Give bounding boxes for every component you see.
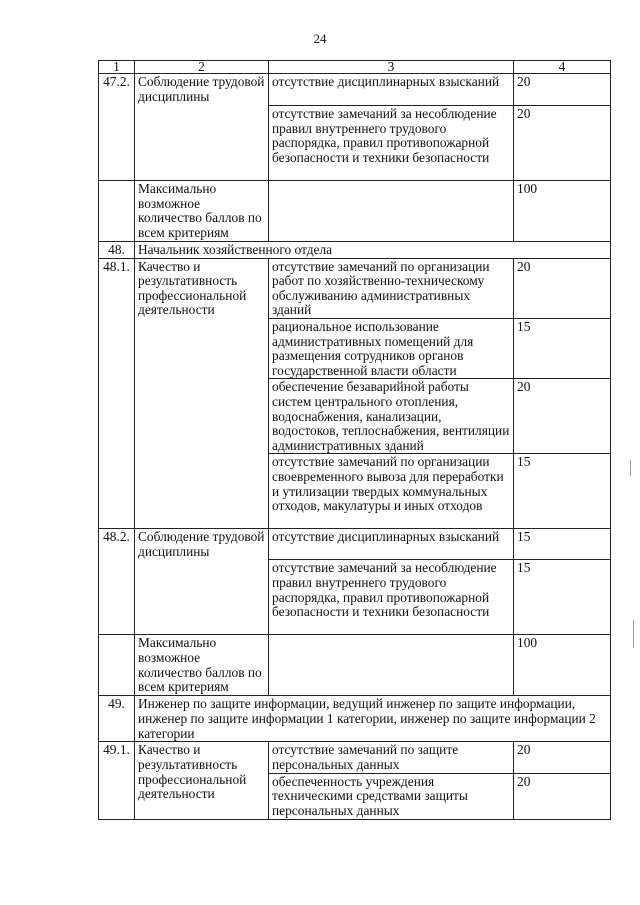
indicator-cell: отсутствие дисциплинарных взысканий	[269, 74, 514, 106]
empty-cell	[99, 635, 135, 696]
max-score-label: Максимально возможное количество баллов по всем критериям	[135, 635, 269, 696]
indicator-cell: отсутствие замечаний по организации работ по хозяйственно-техническому обслуживанию административных зданий	[269, 258, 514, 318]
item-number: 48.2.	[99, 529, 135, 635]
points-cell: 20	[514, 258, 611, 318]
points-cell: 15	[514, 454, 611, 529]
table-row	[99, 258, 611, 318]
table-row	[99, 529, 611, 560]
indicator-cell: отсутствие замечаний за несоблюдение правил внутреннего трудового распорядка, правил противопожарной безопасности и техники безопасности	[269, 106, 514, 181]
header-col-3: 3	[269, 61, 514, 74]
criterion-cell: Соблюдение трудовой дисциплины	[135, 529, 269, 635]
table-row	[99, 635, 611, 696]
header-col-1: 1	[99, 61, 135, 74]
item-number: 48.	[99, 242, 135, 259]
points-cell: 15	[514, 560, 611, 635]
points-cell: 20	[514, 106, 611, 181]
header-col-4: 4	[514, 61, 611, 74]
indicator-cell: обеспечение безаварийной работы систем центрального отопления, водоснабжения, канализации, водостоков, теплоснабжения, вентиляции административных зданий	[269, 379, 514, 454]
points-cell: 15	[514, 529, 611, 560]
indicator-cell: отсутствие замечаний за несоблюдение правил внутреннего трудового распорядка, правил противопожарной безопасности и техники безопасности	[269, 560, 514, 635]
header-col-2: 2	[135, 61, 269, 74]
scan-artifact	[630, 460, 631, 476]
indicator-cell: отсутствие замечаний по организации своевременного вывоза для переработки и утилизации твердых коммунальных отходов, макулатуры и иных отходов	[269, 454, 514, 529]
criteria-table	[98, 60, 611, 820]
table-header-row	[99, 61, 611, 74]
indicator-cell: отсутствие замечаний по защите персональных данных	[269, 742, 514, 773]
table-row	[99, 242, 611, 259]
max-score-points: 100	[514, 635, 611, 696]
table-row	[99, 181, 611, 242]
table-row	[99, 74, 611, 106]
points-cell: 20	[514, 773, 611, 819]
page-number: 24	[313, 31, 327, 46]
indicator-cell: обеспеченность учреждения техническими средствами защиты персональных данных	[269, 773, 514, 819]
indicator-cell: рациональное использование административных помещений для размещения сотрудников органов государственной власти области	[269, 318, 514, 378]
criterion-cell: Соблюдение трудовой дисциплины	[135, 74, 269, 181]
position-title: Инженер по защите информации, ведущий инженер по защите информации, инженер по защите информации 1 категории, инженер по защите информации 2 категории	[135, 696, 611, 742]
position-title: Начальник хозяйственного отдела	[135, 242, 611, 259]
table-row	[99, 696, 611, 742]
criterion-cell: Качество и результативность профессиональной деятельности	[135, 258, 269, 529]
empty-cell	[99, 181, 135, 242]
empty-cell	[269, 181, 514, 242]
max-score-label: Максимально возможное количество баллов по всем критериям	[135, 181, 269, 242]
item-number: 49.1.	[99, 742, 135, 819]
item-number: 48.1.	[99, 258, 135, 529]
item-number: 47.2.	[99, 74, 135, 181]
max-score-points: 100	[514, 181, 611, 242]
points-cell: 20	[514, 742, 611, 773]
points-cell: 20	[514, 379, 611, 454]
empty-cell	[269, 635, 514, 696]
item-number: 49.	[99, 696, 135, 742]
points-cell: 15	[514, 318, 611, 378]
table-row	[99, 742, 611, 773]
criterion-cell: Качество и результативность профессиональной деятельности	[135, 742, 269, 819]
points-cell: 20	[514, 74, 611, 106]
scan-artifact	[633, 620, 634, 648]
indicator-cell: отсутствие дисциплинарных взысканий	[269, 529, 514, 560]
